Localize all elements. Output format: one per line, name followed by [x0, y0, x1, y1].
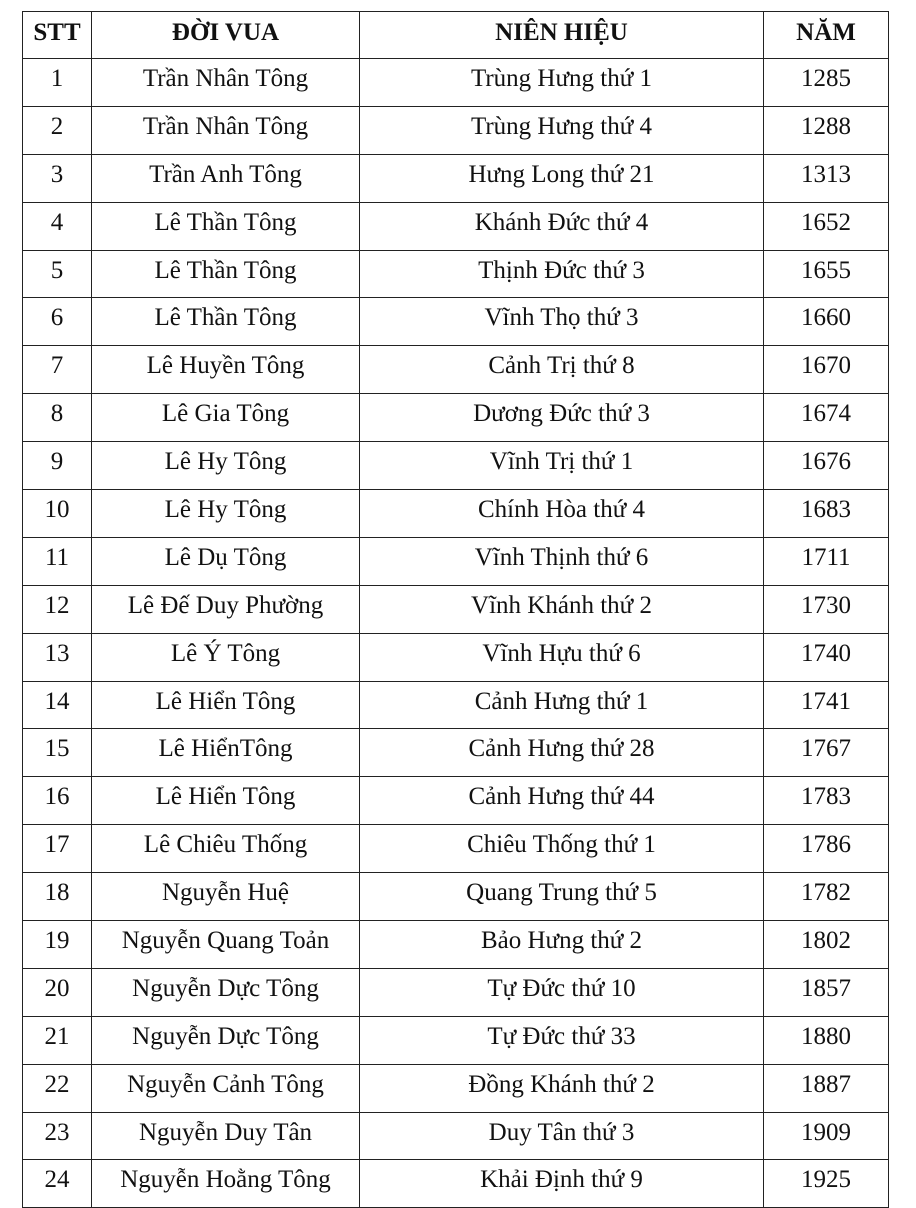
- cell-nam: 1909: [764, 1112, 889, 1160]
- cell-nien-hieu: Cảnh Hưng thứ 44: [360, 777, 764, 825]
- cell-doi-vua: Lê Gia Tông: [92, 394, 360, 442]
- cell-nam: 1660: [764, 298, 889, 346]
- cell-doi-vua: Lê Thần Tông: [92, 202, 360, 250]
- cell-nam: 1857: [764, 968, 889, 1016]
- cell-nam: 1655: [764, 250, 889, 298]
- table-row: [23, 106, 889, 154]
- table-row: [23, 681, 889, 729]
- cell-stt: 7: [23, 346, 92, 394]
- table-row: [23, 394, 889, 442]
- cell-nien-hieu: Hưng Long thứ 21: [360, 154, 764, 202]
- table-row: [23, 346, 889, 394]
- table-row: [23, 250, 889, 298]
- table-header-row: [23, 12, 889, 59]
- cell-stt: 5: [23, 250, 92, 298]
- cell-nam: 1741: [764, 681, 889, 729]
- cell-nam: 1711: [764, 537, 889, 585]
- header-nam: NĂM: [764, 12, 889, 59]
- cell-nam: 1288: [764, 106, 889, 154]
- cell-doi-vua: Lê Hy Tông: [92, 442, 360, 490]
- cell-doi-vua: Trần Nhân Tông: [92, 106, 360, 154]
- header-stt: STT: [23, 12, 92, 59]
- table-row: [23, 1016, 889, 1064]
- cell-nam: 1782: [764, 873, 889, 921]
- cell-nien-hieu: Vĩnh Thịnh thứ 6: [360, 537, 764, 585]
- table-row: [23, 154, 889, 202]
- cell-stt: 14: [23, 681, 92, 729]
- cell-nien-hieu: Cảnh Hưng thứ 1: [360, 681, 764, 729]
- cell-doi-vua: Nguyễn Quang Toản: [92, 921, 360, 969]
- table-row: [23, 59, 889, 107]
- cell-nien-hieu: Quang Trung thứ 5: [360, 873, 764, 921]
- table-row: [23, 873, 889, 921]
- cell-nien-hieu: Vĩnh Hựu thứ 6: [360, 633, 764, 681]
- cell-doi-vua: Trần Anh Tông: [92, 154, 360, 202]
- cell-stt: 23: [23, 1112, 92, 1160]
- cell-nam: 1670: [764, 346, 889, 394]
- table-row: [23, 442, 889, 490]
- cell-doi-vua: Nguyễn Dực Tông: [92, 1016, 360, 1064]
- cell-nam: 1683: [764, 490, 889, 538]
- cell-doi-vua: Lê Hiển Tông: [92, 777, 360, 825]
- cell-nam: 1676: [764, 442, 889, 490]
- cell-stt: 11: [23, 537, 92, 585]
- cell-nien-hieu: Cảnh Trị thứ 8: [360, 346, 764, 394]
- cell-doi-vua: Lê Đế Duy Phường: [92, 585, 360, 633]
- cell-stt: 17: [23, 825, 92, 873]
- document-page: [22, 11, 888, 1208]
- cell-nam: 1730: [764, 585, 889, 633]
- table-row: [23, 537, 889, 585]
- cell-nam: 1802: [764, 921, 889, 969]
- reign-table: [22, 11, 889, 1208]
- cell-stt: 1: [23, 59, 92, 107]
- cell-doi-vua: Nguyễn Hoằng Tông: [92, 1160, 360, 1208]
- cell-nam: 1783: [764, 777, 889, 825]
- cell-nam: 1880: [764, 1016, 889, 1064]
- cell-stt: 18: [23, 873, 92, 921]
- cell-nam: 1767: [764, 729, 889, 777]
- cell-nam: 1285: [764, 59, 889, 107]
- cell-nien-hieu: Thịnh Đức thứ 3: [360, 250, 764, 298]
- header-nien-hieu: NIÊN HIỆU: [360, 12, 764, 59]
- cell-doi-vua: Lê Dụ Tông: [92, 537, 360, 585]
- cell-nien-hieu: Vĩnh Trị thứ 1: [360, 442, 764, 490]
- table-row: [23, 1112, 889, 1160]
- table-row: [23, 825, 889, 873]
- cell-nien-hieu: Cảnh Hưng thứ 28: [360, 729, 764, 777]
- table-row: [23, 202, 889, 250]
- cell-doi-vua: Trần Nhân Tông: [92, 59, 360, 107]
- cell-stt: 20: [23, 968, 92, 1016]
- header-doi-vua: ĐỜI VUA: [92, 12, 360, 59]
- cell-nam: 1740: [764, 633, 889, 681]
- cell-doi-vua: Lê Thần Tông: [92, 250, 360, 298]
- cell-doi-vua: Nguyễn Cảnh Tông: [92, 1064, 360, 1112]
- table-row: [23, 490, 889, 538]
- table-row: [23, 777, 889, 825]
- cell-stt: 10: [23, 490, 92, 538]
- cell-nam: 1887: [764, 1064, 889, 1112]
- cell-nien-hieu: Vĩnh Khánh thứ 2: [360, 585, 764, 633]
- cell-doi-vua: Nguyễn Huệ: [92, 873, 360, 921]
- cell-stt: 24: [23, 1160, 92, 1208]
- table-row: [23, 298, 889, 346]
- cell-nien-hieu: Dương Đức thứ 3: [360, 394, 764, 442]
- cell-stt: 15: [23, 729, 92, 777]
- cell-stt: 16: [23, 777, 92, 825]
- cell-nien-hieu: Khải Định thứ 9: [360, 1160, 764, 1208]
- table-row: [23, 1064, 889, 1112]
- table-row: [23, 968, 889, 1016]
- cell-stt: 12: [23, 585, 92, 633]
- cell-nien-hieu: Đồng Khánh thứ 2: [360, 1064, 764, 1112]
- cell-stt: 8: [23, 394, 92, 442]
- cell-nam: 1674: [764, 394, 889, 442]
- cell-nien-hieu: Chiêu Thống thứ 1: [360, 825, 764, 873]
- cell-doi-vua: Nguyễn Duy Tân: [92, 1112, 360, 1160]
- cell-stt: 13: [23, 633, 92, 681]
- cell-stt: 4: [23, 202, 92, 250]
- table-row: [23, 585, 889, 633]
- cell-stt: 21: [23, 1016, 92, 1064]
- cell-nien-hieu: Trùng Hưng thứ 1: [360, 59, 764, 107]
- table-row: [23, 633, 889, 681]
- cell-doi-vua: Lê HiểnTông: [92, 729, 360, 777]
- cell-stt: 22: [23, 1064, 92, 1112]
- cell-doi-vua: Lê Thần Tông: [92, 298, 360, 346]
- table-body: [23, 59, 889, 1208]
- cell-nien-hieu: Duy Tân thứ 3: [360, 1112, 764, 1160]
- cell-stt: 9: [23, 442, 92, 490]
- cell-stt: 19: [23, 921, 92, 969]
- cell-nam: 1925: [764, 1160, 889, 1208]
- cell-nien-hieu: Chính Hòa thứ 4: [360, 490, 764, 538]
- table-row: [23, 1160, 889, 1208]
- cell-doi-vua: Lê Ý Tông: [92, 633, 360, 681]
- cell-doi-vua: Lê Hiển Tông: [92, 681, 360, 729]
- cell-stt: 6: [23, 298, 92, 346]
- cell-stt: 3: [23, 154, 92, 202]
- cell-nien-hieu: Tự Đức thứ 33: [360, 1016, 764, 1064]
- cell-nien-hieu: Tự Đức thứ 10: [360, 968, 764, 1016]
- cell-doi-vua: Nguyễn Dực Tông: [92, 968, 360, 1016]
- cell-doi-vua: Lê Chiêu Thống: [92, 825, 360, 873]
- cell-nam: 1786: [764, 825, 889, 873]
- cell-nien-hieu: Trùng Hưng thứ 4: [360, 106, 764, 154]
- cell-stt: 2: [23, 106, 92, 154]
- cell-doi-vua: Lê Hy Tông: [92, 490, 360, 538]
- cell-nam: 1652: [764, 202, 889, 250]
- cell-nien-hieu: Khánh Đức thứ 4: [360, 202, 764, 250]
- table-row: [23, 729, 889, 777]
- cell-nien-hieu: Vĩnh Thọ thứ 3: [360, 298, 764, 346]
- cell-nien-hieu: Bảo Hưng thứ 2: [360, 921, 764, 969]
- table-row: [23, 921, 889, 969]
- cell-nam: 1313: [764, 154, 889, 202]
- cell-doi-vua: Lê Huyền Tông: [92, 346, 360, 394]
